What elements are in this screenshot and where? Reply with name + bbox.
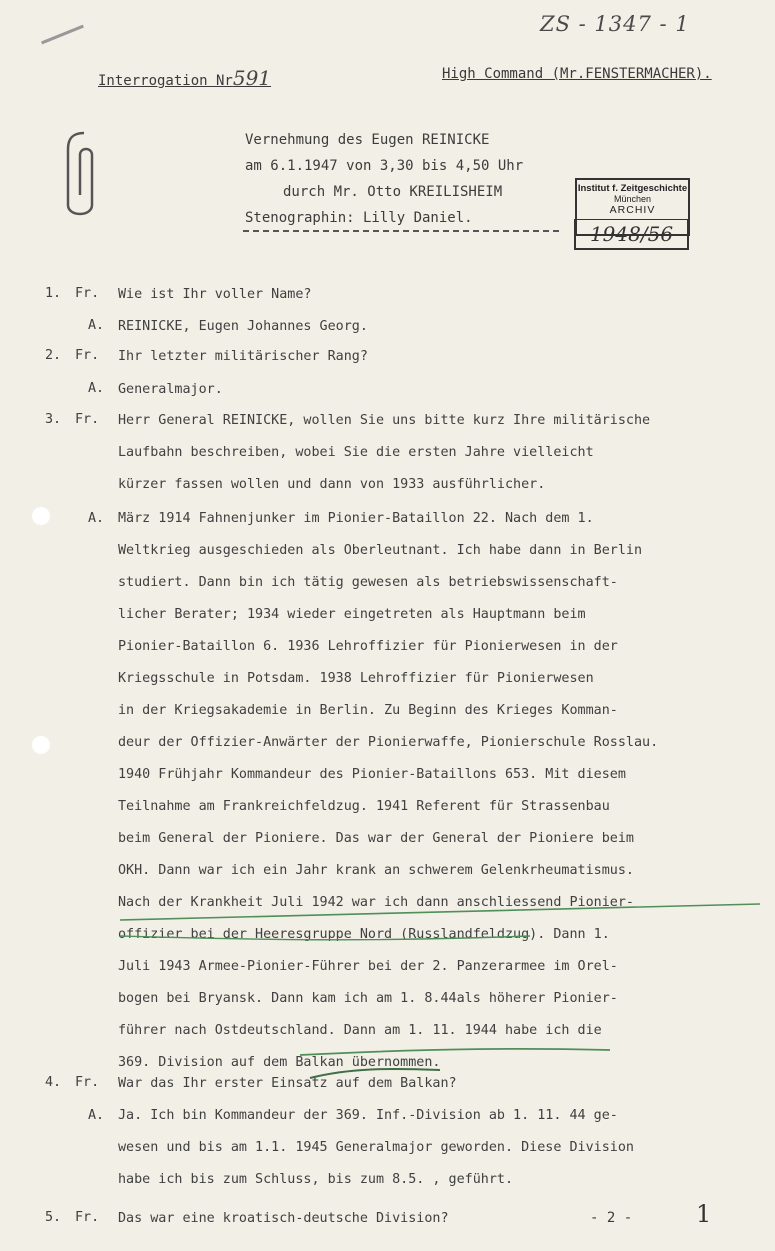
pencil-mark [41, 25, 84, 45]
text-line: Kriegsschule in Potsdam. 1938 Lehroffizier für Pionierwesen [118, 671, 594, 686]
question-tag: Fr. [75, 1075, 100, 1090]
question-number: 1. [45, 286, 62, 301]
text-line: Laufbahn beschreiben, wobei Sie die ersten Jahre vielleicht [118, 445, 594, 460]
interrogation-label-text: Interrogation Nr [98, 73, 233, 89]
stamp-line: München [613, 194, 652, 204]
text-line: studiert. Dann bin ich tätig gewesen als betriebswissenschaft- [118, 575, 618, 590]
question-number: 2. [45, 348, 62, 363]
divider [243, 230, 559, 232]
corner-mark: 1 [696, 1200, 712, 1228]
answer-tag: A. [88, 511, 105, 526]
page-number: - 2 - [590, 1210, 633, 1226]
interrogation-number: 591 [232, 66, 272, 90]
question-tag: Fr. [75, 412, 100, 427]
text-line: licher Berater; 1934 wieder eingetreten als Hauptmann beim [118, 607, 586, 622]
question-number: 5. [45, 1210, 62, 1225]
command-label: High Command (Mr.FENSTERMACHER). [442, 66, 712, 82]
text-line: REINICKE, Eugen Johannes Georg. [118, 319, 368, 334]
text-line: Ihr letzter militärischer Rang? [118, 349, 368, 364]
punch-hole [32, 507, 50, 525]
question-number: 4. [45, 1075, 62, 1090]
text-line: deur der Offizier-Anwärter der Pionierwaffe, Pionierschule Rosslau. [118, 735, 659, 750]
text-line: OKH. Dann war ich ein Jahr krank an schwerem Gelenkrheumatismus. [118, 863, 634, 878]
paperclip-icon [62, 125, 102, 225]
intro-line: Vernehmung des Eugen REINICKE [245, 132, 490, 148]
answer-text [118, 374, 223, 406]
intro-line: am 6.1.1947 von 3,30 bis 4,50 Uhr [245, 158, 524, 174]
question-text [118, 405, 650, 501]
answer-text [118, 1100, 634, 1196]
text-line: offizier bei der Heeresgruppe Nord (Russlandfeldzug). Dann 1. [118, 927, 610, 942]
question-number: 3. [45, 412, 62, 427]
text-line: Teilnahme am Frankreichfeldzug. 1941 Referent für Strassenbau [118, 799, 610, 814]
punch-hole [32, 736, 50, 754]
answer-tag: A. [88, 381, 105, 396]
text-line: März 1914 Fahnenjunker im Pionier-Bataillon 22. Nach dem 1. [118, 511, 594, 526]
text-line: 369. Division auf dem Balkan übernommen. [118, 1055, 441, 1070]
text-line: Generalmajor. [118, 382, 223, 397]
question-text [118, 279, 311, 311]
stamp-line: ARCHIV [609, 204, 656, 216]
text-line: bogen bei Bryansk. Dann kam ich am 1. 8.44als höherer Pionier- [118, 991, 618, 1006]
answer-tag: A. [88, 1108, 105, 1123]
text-line: kürzer fassen wollen und dann von 1933 ausführlicher. [118, 477, 546, 492]
text-line: Juli 1943 Armee-Pionier-Führer bei der 2. Panzerarmee im Orel- [118, 959, 618, 974]
question-tag: Fr. [75, 286, 100, 301]
text-line: Wie ist Ihr voller Name? [118, 287, 312, 302]
archive-number: ZS - 1347 - 1 [540, 12, 690, 36]
text-line: Das war eine kroatisch-deutsche Division? [118, 1211, 449, 1226]
text-line: in der Kriegsakademie in Berlin. Zu Beginn des Krieges Komman- [118, 703, 618, 718]
stamp-number: 1948/56 [574, 219, 689, 250]
stamp-line: Institut f. Zeitgeschichte [577, 183, 688, 194]
green-underline-marks [110, 880, 770, 1080]
text-line: habe ich bis zum Schluss, bis zum 8.5. , geführt. [118, 1172, 514, 1187]
text-line: War das Ihr erster Einsatz auf dem Balkan? [118, 1076, 457, 1091]
answer-text [118, 311, 368, 343]
intro-line: durch Mr. Otto KREILISHEIM [283, 184, 503, 200]
text-line: wesen und bis am 1.1. 1945 Generalmajor geworden. Diese Division [118, 1140, 634, 1155]
text-line: Weltkrieg ausgeschieden als Oberleutnant. Ich habe dann in Berlin [118, 543, 643, 558]
text-line: Herr General REINICKE, wollen Sie uns bitte kurz Ihre militärische [118, 413, 651, 428]
intro-line: Stenographin: Lilly Daniel. [245, 210, 473, 226]
text-line: Pionier-Bataillon 6. 1936 Lehroffizier für Pionierwesen in der [118, 639, 618, 654]
text-line: Ja. Ich bin Kommandeur der 369. Inf.-Division ab 1. 11. 44 ge- [118, 1108, 618, 1123]
text-line: Nach der Krankheit Juli 1942 war ich dann anschliessend Pionier- [118, 895, 634, 910]
interrogation-label [98, 66, 271, 90]
question-text [118, 1068, 457, 1100]
question-tag: Fr. [75, 348, 100, 363]
text-line: führer nach Ostdeutschland. Dann am 1. 11. 1944 habe ich die [118, 1023, 602, 1038]
answer-tag: A. [88, 318, 105, 333]
intro-block [245, 127, 565, 231]
question-text [118, 341, 368, 373]
text-line: 1940 Frühjahr Kommandeur des Pionier-Bataillons 653. Mit diesem [118, 767, 626, 782]
question-text [118, 1203, 449, 1235]
question-tag: Fr. [75, 1210, 100, 1225]
text-line: beim General der Pioniere. Das war der General der Pioniere beim [118, 831, 634, 846]
